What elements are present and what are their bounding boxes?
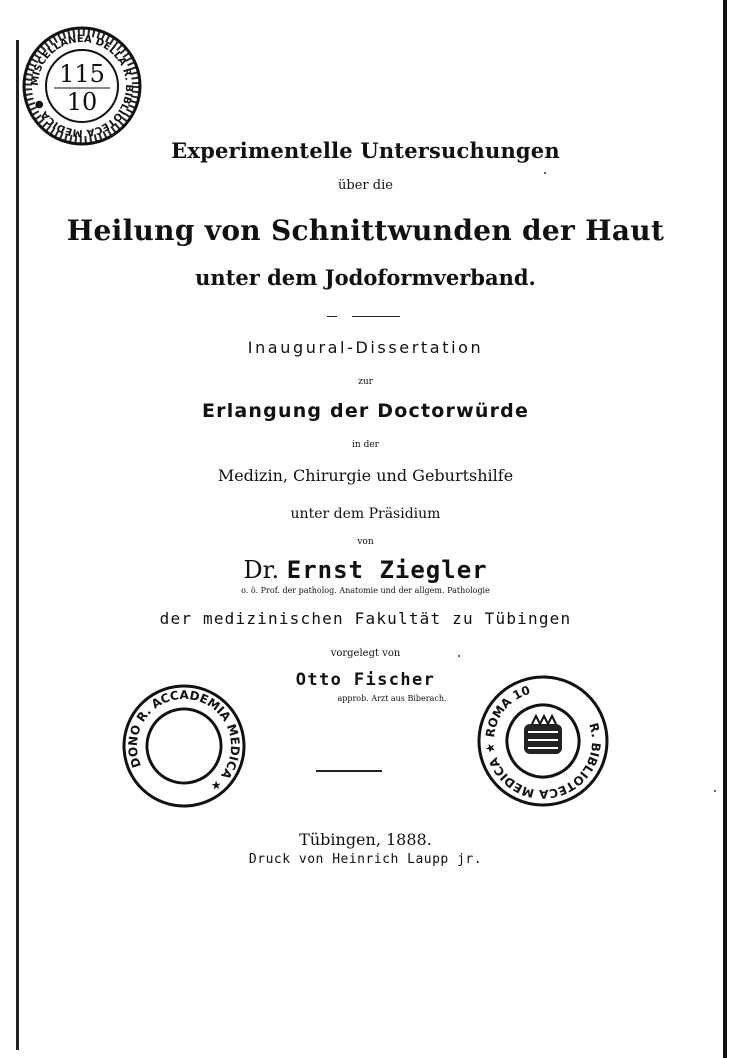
stamp-ring-text: DONO R. ACCADEMIA MEDICA ★ <box>125 687 243 795</box>
separator-rule <box>352 316 400 317</box>
closing-rule <box>316 770 382 772</box>
author-title: approb. Arzt aus Biberach. <box>337 694 447 703</box>
shelf-number-bottom: 10 <box>66 88 98 116</box>
presidium-text: unter dem Präsidium <box>290 506 441 522</box>
author-name: Otto Fischer <box>295 670 436 690</box>
degree-title: Erlangung der Doctorwürde <box>201 400 530 422</box>
separator-dash <box>327 316 337 317</box>
fields-of-study: Medizin, Chirurgie und Geburtshilfe <box>217 466 514 485</box>
paper-speck <box>458 655 460 657</box>
stamp-ring-text: R. BIBLIOTECA MEDICA ★ ROMA 10 <box>482 682 604 802</box>
title-line-2: über die <box>338 178 393 193</box>
main-title: Heilung von Schnittwunden der Haut <box>66 214 665 247</box>
in-der-text: in der <box>352 440 379 450</box>
left-margin-line <box>16 40 19 1050</box>
presider-prefix: Dr. <box>243 556 280 584</box>
presider-line <box>52 556 679 584</box>
library-stamp-top-left <box>20 24 144 148</box>
faculty-text: der medizinischen Fakultät zu Tübingen <box>159 609 572 628</box>
right-edge-shadow <box>723 0 727 1058</box>
library-stamp-bottom-right <box>474 672 612 810</box>
von-text: von <box>357 537 374 547</box>
presider-name: Ernst Ziegler <box>286 556 488 584</box>
paper-speck <box>714 790 716 792</box>
zur-text: zur <box>358 377 373 387</box>
document-type: Inaugural-Dissertation <box>247 338 484 357</box>
stamp-ring-text: MISCELLANEA DELLA R. BIBLIOTECA MEDICA ● <box>29 33 135 139</box>
place-and-year: Tübingen, 1888. <box>299 830 432 849</box>
shelf-number-top: 115 <box>59 60 105 88</box>
title-line-4: unter dem Jodoformverband. <box>195 265 536 290</box>
presider-title: o. ö. Prof. der patholog. Anatomie und der allgem. Pathologie <box>241 586 490 595</box>
title-line-1: Experimentelle Untersuchungen <box>171 138 560 163</box>
submitted-by: vorgelegt von <box>330 648 401 659</box>
donation-stamp <box>118 680 250 812</box>
paper-speck <box>544 172 546 174</box>
printer-line: Druck von Heinrich Laupp jr. <box>248 852 483 867</box>
